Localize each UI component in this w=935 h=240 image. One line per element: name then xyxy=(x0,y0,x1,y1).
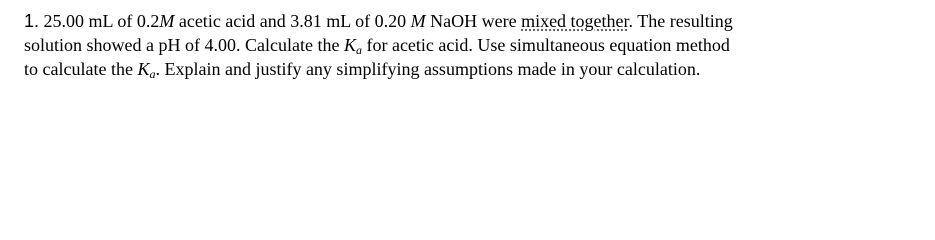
molarity-unit: M xyxy=(410,11,426,31)
ka-symbol: K xyxy=(137,59,150,79)
question-line-2 xyxy=(24,33,924,57)
question-line-1 xyxy=(24,9,924,33)
question-text xyxy=(24,9,924,81)
ka-symbol: K xyxy=(343,35,356,55)
question-number: 1. xyxy=(24,11,40,31)
molarity-unit: M xyxy=(159,11,175,31)
line1-text-c: NaOH were xyxy=(425,11,522,31)
line3-text-a: to calculate the xyxy=(24,59,138,79)
line1-text-d: . The resulting xyxy=(628,11,733,31)
line2-text-a: solution showed a pH of 4.00. Calculate the xyxy=(24,35,344,55)
line1-text-b: acetic acid and 3.81 mL of 0.20 xyxy=(174,11,411,31)
ka-subscript: a xyxy=(149,67,156,81)
line3-text-b: . Explain and justify any simplifying assumptions made in your calculation. xyxy=(155,59,701,79)
question-line-3 xyxy=(24,57,924,81)
grammar-flagged-text[interactable]: mixed together xyxy=(521,11,629,31)
line1-text-a: 25.00 mL of 0.2 xyxy=(43,11,160,31)
line2-text-b: for acetic acid. Use simultaneous equation method xyxy=(361,35,730,55)
ka-subscript: a xyxy=(355,43,362,57)
